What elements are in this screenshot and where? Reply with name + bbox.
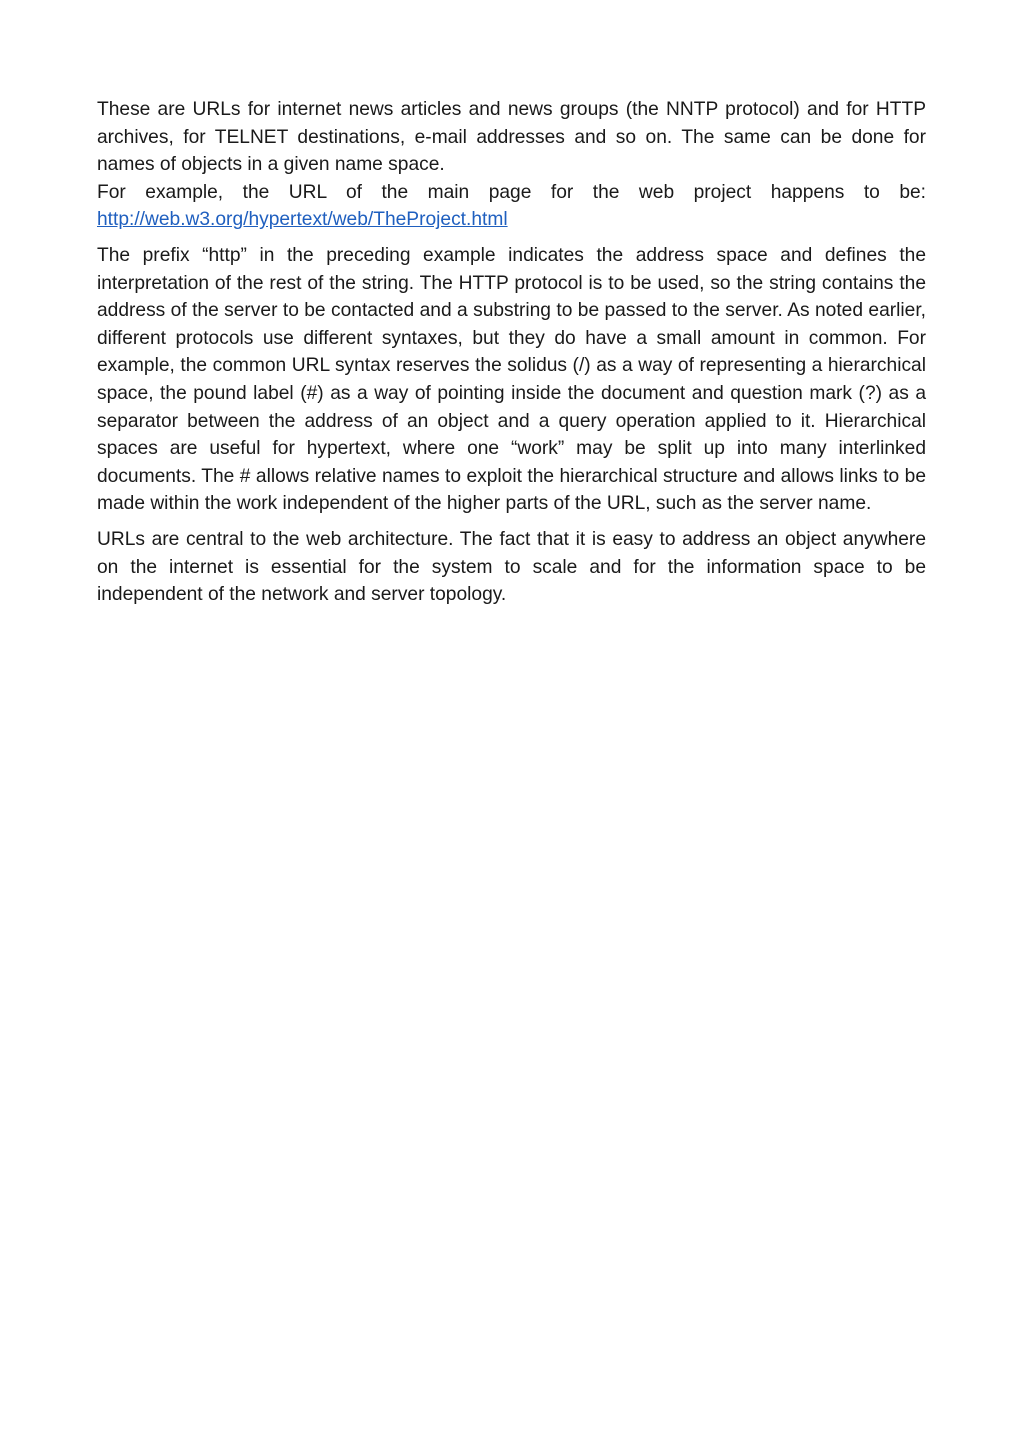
paragraph-text: These are URLs for internet news articles and news groups (the NNTP protocol) and for HTTP archives, for TELNET destinations, e-mail addresses and so on. The same can be done for names of objects in a given name space. bbox=[97, 99, 926, 176]
project-url-link[interactable]: http://web.w3.org/hypertext/web/TheProject.html bbox=[97, 209, 508, 231]
paragraph-prefix-http: The prefix “http” in the preceding example indicates the address space and defines the interpretation of the rest of the string. The HTTP protocol is to be used, so the string contains the address of the server to be contacted and a substring to be passed to the server. As noted earlier, different protocols use different syntaxes, but they do have a small amount in common. For example, the common URL syntax reserves the solidus (/) as a way of representing a hierarchical space, the pound label (#) as a way of pointing inside the document and question mark (?) as a separator between the address of an object and a query operation applied to it. Hierarchical spaces are useful for hypertext, where one “work” may be split up into many interlinked documents. The # allows relative names to exploit the hierarchical structure and allows links to be made within the work independent of the higher parts of the URL, such as the server name. bbox=[97, 244, 926, 515]
paragraph-text-example: For example, the URL of the main page for the web project happens to be: bbox=[97, 181, 926, 203]
paragraph-urls-intro bbox=[97, 96, 926, 234]
paragraph-urls-central: URLs are central to the web architecture. The fact that it is easy to address an object anywhere on the internet is essential for the system to scale and for the information space to be independent of the network and server topology. bbox=[97, 528, 926, 606]
document-page bbox=[97, 96, 926, 617]
